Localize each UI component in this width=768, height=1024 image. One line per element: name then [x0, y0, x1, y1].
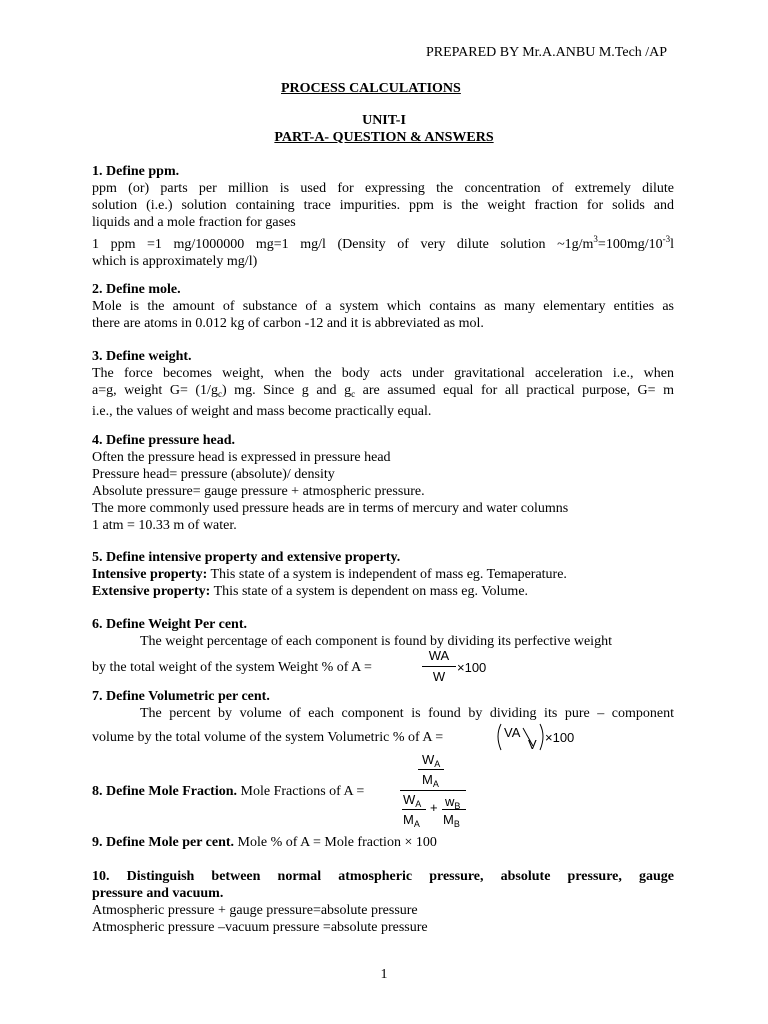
q8-top-den: $M_A$	[422, 772, 439, 789]
q7-denominator: V	[528, 737, 537, 752]
q5-extensive: Extensive property: This state of a system is dependent on mass eg. Volume.	[92, 584, 529, 599]
q1-heading: 1. Define ppm.	[92, 164, 180, 179]
q6-numerator: WA	[428, 648, 450, 663]
q2-line2: there are atoms in 0.012 kg of carbon -12 and it is abbreviated as mol.	[92, 316, 484, 331]
q2-heading: 2. Define mole.	[92, 282, 181, 297]
q4-line4: The more commonly used pressure heads are in terms of mercury and water columns	[92, 501, 569, 516]
q6-denominator: W	[432, 669, 446, 684]
q1-line5: which is approximately mg/l)	[92, 254, 258, 269]
q3-line1: The force becomes weight, when the body acts under gravitational acceleration i.e., when	[92, 366, 674, 381]
q6-heading: 6. Define Weight Per cent.	[92, 617, 248, 632]
q4-line5: 1 atm = 10.33 m of water.	[92, 518, 237, 533]
q1-block	[92, 163, 674, 270]
q7-times: ×100	[545, 730, 575, 745]
q5-heading: 5. Define intensive property and extensive property.	[92, 550, 401, 565]
q6-block	[92, 616, 674, 650]
part-title: PART-A- QUESTION & ANSWERS	[274, 130, 494, 145]
page-number: 1	[380, 967, 388, 982]
q2-line1: Mole is the amount of substance of a system which contains as many elementary entities as	[92, 299, 674, 314]
q1-line2: solution (i.e.) solution containing trace impurities. ppm is the weight fraction for solids and	[92, 198, 674, 213]
q1-line3: liquids and a mole fraction for gases	[92, 215, 296, 230]
q2-block	[92, 281, 674, 332]
q7-left-paren	[498, 724, 501, 750]
q8-bot-b-den: $M_B$	[443, 812, 460, 829]
unit-title: UNIT-I	[362, 113, 406, 128]
q1-line4: 1 ppm =1 mg/1000000 mg=1 mg/l (Density of very dilute solution $\sim 1g/m^3=100mg/10^{-3}l$	[92, 234, 674, 252]
q4-line1: Often the pressure head is expressed in pressure head	[92, 450, 391, 465]
q6-line1: The weight percentage of each component is found by dividing its perfective weight	[140, 634, 612, 649]
q4-line3: Absolute pressure= gauge pressure + atmospheric pressure.	[92, 484, 425, 499]
q7-formula	[495, 722, 595, 752]
q7-heading: 7. Define Volumetric per cent.	[92, 689, 270, 704]
q6-line2: by the total weight of the system Weight % of A =	[92, 660, 372, 675]
q8-bot-b-num: $w_B$	[445, 794, 461, 811]
q3-heading: 3. Define weight.	[92, 349, 192, 364]
q5-block	[92, 549, 674, 600]
q10-heading-line2: pressure and vacuum.	[92, 886, 224, 901]
q3-line2: a=g, weight $G= (1/g_c)$ mg. Since g and $g_c$ are assumed equal for all practical purpose, G= m	[92, 383, 674, 399]
q9-line: 9. Define Mole per cent. Mole % of A = Mole fraction × 100	[92, 835, 437, 850]
q3-block	[92, 348, 674, 420]
q7-line1: The percent by volume of each component is found by dividing its pure – component	[140, 706, 674, 721]
q8-top-num: $W_A$	[422, 752, 441, 769]
q7-numerator: VA	[504, 725, 521, 740]
q8-bot-a-den: $M_A$	[403, 812, 420, 829]
q8-main-line	[400, 790, 466, 791]
q10-heading-line1: 10. Distinguish between normal atmospheric pressure, absolute pressure, gauge	[92, 869, 674, 884]
q8-fraction	[400, 752, 470, 832]
q1-line1: ppm (or) parts per million is used for expressing the concentration of extremely dilute	[92, 181, 674, 196]
prepared-by: PREPARED BY Mr.A.ANBU M.Tech /AP	[426, 45, 668, 60]
q4-heading: 4. Define pressure head.	[92, 433, 235, 448]
q10-block	[92, 868, 674, 936]
course-title: PROCESS CALCULATIONS	[281, 81, 461, 96]
q7-right-paren	[540, 724, 543, 750]
q8-bot-a-num: $W_A$	[403, 792, 422, 809]
q7-block	[92, 688, 674, 722]
q4-line2: Pressure head= pressure (absolute)/ density	[92, 467, 335, 482]
q3-line3: i.e., the values of weight and mass become practically equal.	[92, 404, 432, 419]
q7-line2: volume by the total volume of the system Volumetric % of A =	[92, 730, 444, 745]
q8-line: 8. Define Mole Fraction. Mole Fractions of A =	[92, 784, 365, 799]
q8-plus: +	[430, 800, 438, 815]
q6-times: ×100	[457, 660, 487, 675]
q10-line1: Atmospheric pressure + gauge pressure=absolute pressure	[92, 903, 418, 918]
q4-block	[92, 432, 674, 534]
q10-line2: Atmospheric pressure –vacuum pressure =absolute pressure	[92, 920, 428, 935]
q5-intensive: Intensive property: This state of a system is independent of mass eg. Temaperature.	[92, 567, 567, 582]
